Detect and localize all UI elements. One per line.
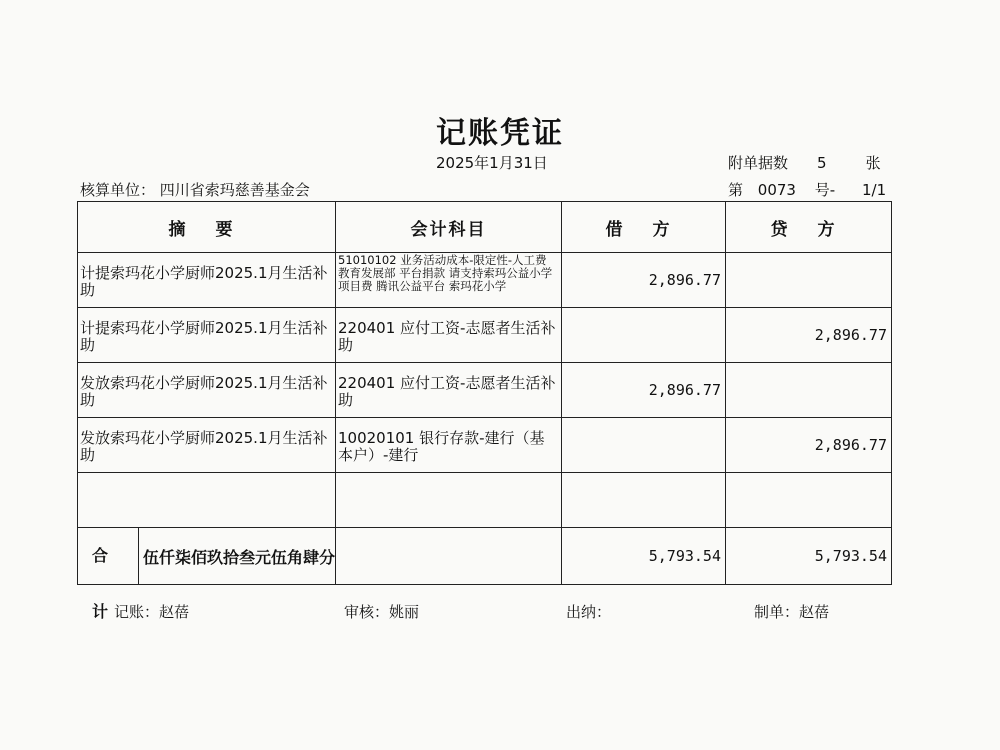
entry-credit: 2,896.77 — [726, 418, 892, 473]
header-summary: 摘 要 — [78, 202, 336, 253]
header-debit: 借 方 — [562, 202, 726, 253]
header-account: 会计科目 — [336, 202, 562, 253]
attachments-count: 5 — [817, 154, 827, 172]
entry-credit — [726, 253, 892, 308]
entry-summary: 计提索玛花小学厨师2025.1月生活补助 — [78, 253, 336, 308]
entry-account: 51010102 业务活动成本-限定性-人工费 教育发展部 平台捐款 请支持索玛公益小学 项目费 腾讯公益平台 索玛花小学 — [336, 253, 562, 308]
entry-account: 220401 应付工资-志愿者生活补助 — [336, 363, 562, 418]
voucher-prefix: 第 — [728, 181, 744, 199]
header-credit: 贷 方 — [726, 202, 892, 253]
voucher-no: 0073 — [757, 181, 796, 199]
entry-debit: 2,896.77 — [562, 363, 726, 418]
entry-debit: 2,896.77 — [562, 253, 726, 308]
voucher-number — [728, 179, 886, 200]
document-title: 记账凭证 — [436, 116, 564, 151]
voucher-suffix: 号- — [814, 181, 836, 199]
total-label: 合 计 — [78, 528, 139, 584]
entry-summary: 发放索玛花小学厨师2025.1月生活补助 — [78, 418, 336, 473]
table-row — [78, 253, 892, 308]
reviewer-signature: 审核：姚丽 — [344, 603, 420, 621]
accounting-unit — [80, 179, 310, 200]
entry-credit — [726, 363, 892, 418]
entry-credit: 2,896.77 — [726, 308, 892, 363]
total-row — [78, 528, 892, 585]
cashier-signature: 出纳： — [566, 603, 612, 621]
total-credit: 5,793.54 — [726, 528, 892, 585]
accounting-unit-value: 四川省索玛慈善基金会 — [159, 181, 310, 199]
entry-summary: 计提索玛花小学厨师2025.1月生活补助 — [78, 308, 336, 363]
total-in-words: 伍仟柒佰玖拾叁元伍角肆分 — [142, 547, 335, 567]
entry-account: 220401 应付工资-志愿者生活补助 — [336, 308, 562, 363]
table-row — [78, 363, 892, 418]
attachments-label: 附单据数 — [728, 154, 789, 172]
attachments — [728, 152, 881, 173]
table-row — [78, 418, 892, 473]
attachments-unit: 张 — [865, 154, 881, 172]
voucher-page: 1/1 — [861, 181, 887, 199]
entry-summary: 发放索玛花小学厨师2025.1月生活补助 — [78, 363, 336, 418]
voucher-date: 2025年1月31日 — [436, 154, 548, 172]
entry-debit — [562, 308, 726, 363]
entry-debit — [562, 418, 726, 473]
bookkeeper-signature: 记账：赵蓓 — [114, 603, 190, 621]
table-header — [78, 202, 892, 253]
total-debit: 5,793.54 — [562, 528, 726, 585]
preparer-signature: 制单：赵蓓 — [754, 603, 830, 621]
entry-account: 10020101 银行存款-建行（基本户）-建行 — [336, 418, 562, 473]
table-row-empty — [78, 473, 892, 528]
table-row — [78, 308, 892, 363]
accounting-unit-label: 核算单位： — [80, 181, 156, 199]
